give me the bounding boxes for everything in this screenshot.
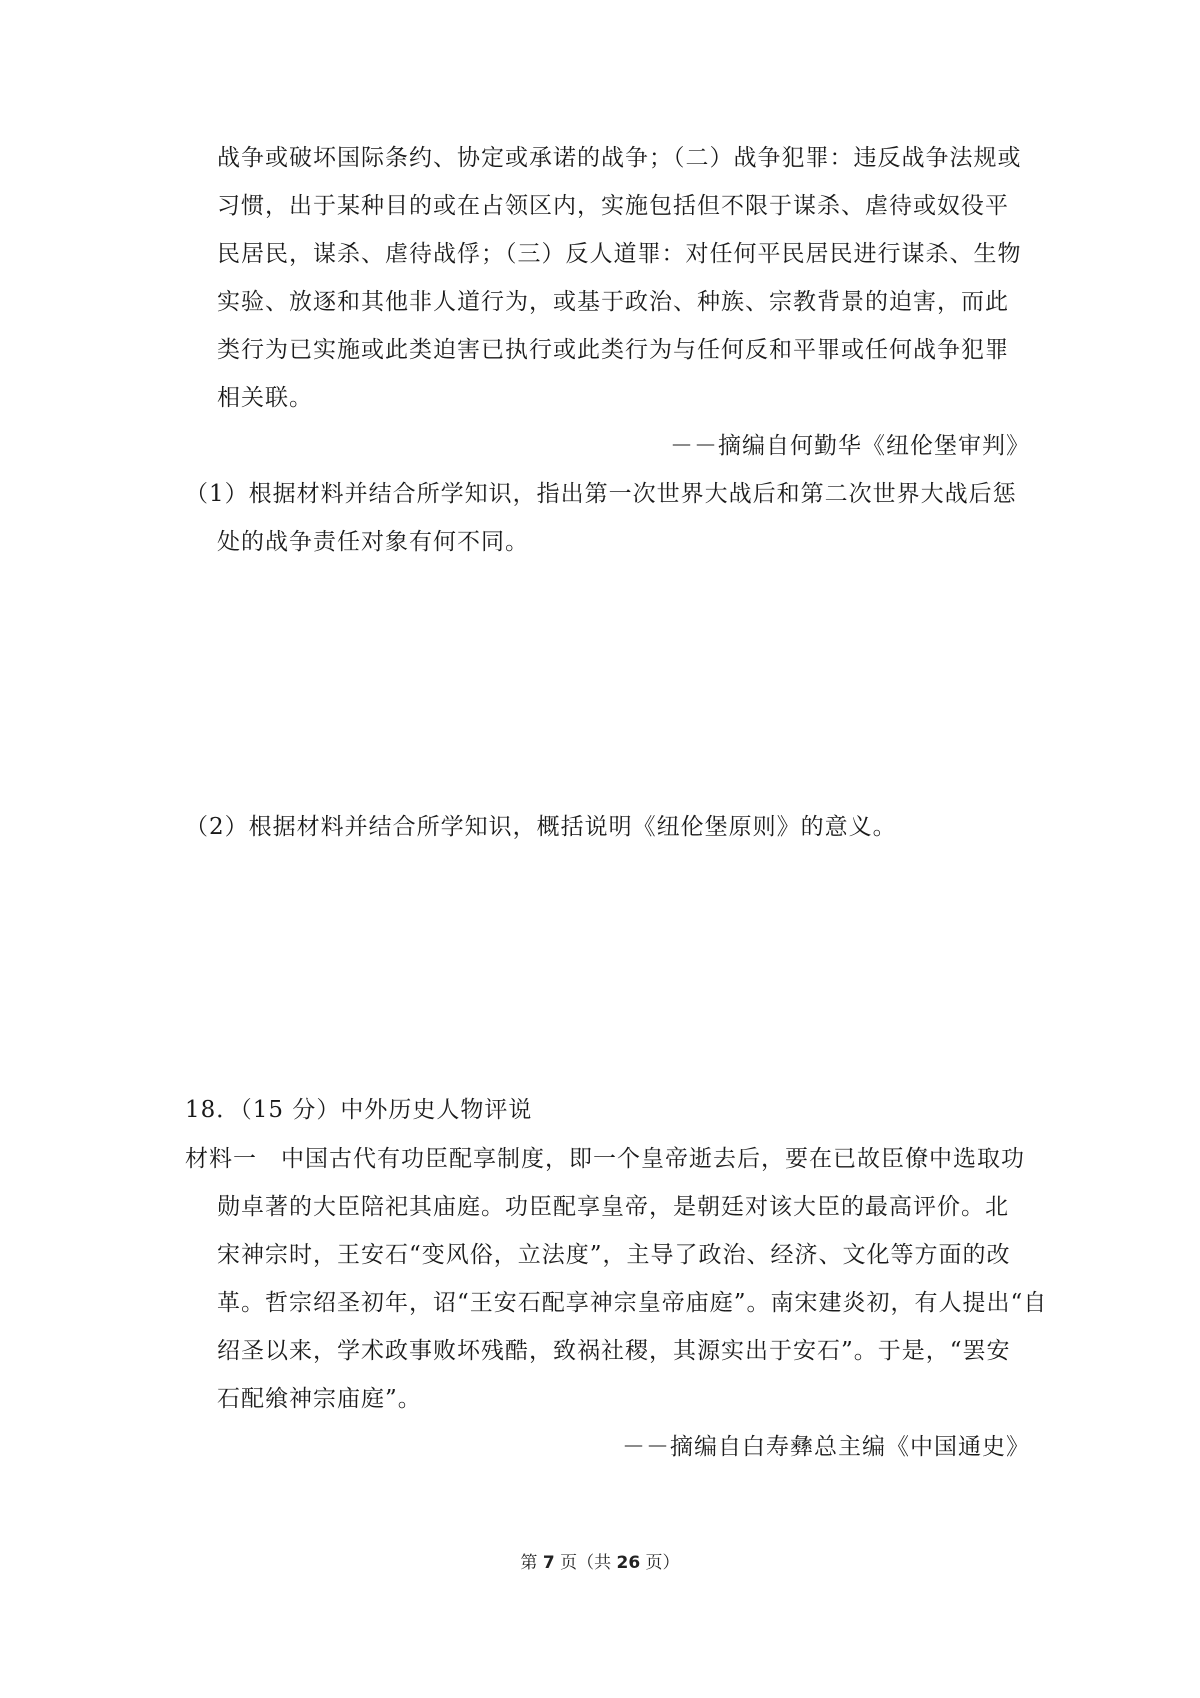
footer-prefix: 第	[520, 1553, 543, 1573]
page-total: 26	[616, 1553, 641, 1573]
footer-middle: 页（共	[554, 1553, 617, 1573]
page-number: 7	[542, 1553, 555, 1573]
footer-suffix: 页）	[640, 1553, 680, 1573]
material-line: 习惯，出于某种目的或在占领区内，实施包括但不限于谋杀、虐待或奴役平	[217, 193, 1009, 219]
material-line: 相关联。	[217, 385, 313, 411]
source-citation: －－摘编自白寿彝总主编《中国通史》	[622, 1434, 1030, 1460]
question-1-line: 处的战争责任对象有何不同。	[217, 529, 529, 555]
material-line: 实验、放逐和其他非人道行为，或基于政治、种族、宗教背景的迫害，而此	[217, 289, 1009, 315]
source-citation: －－摘编自何勤华《纽伦堡审判》	[670, 433, 1030, 459]
material-one-line: 材料一 中国古代有功臣配享制度，即一个皇帝逝去后，要在已故臣僚中选取功	[185, 1146, 1025, 1172]
material-one-line: 绍圣以来，学术政事败坏残酷，致祸社稷，其源实出于安石”。于是，“罢安	[217, 1338, 1011, 1364]
material-line: 民居民，谋杀、虐待战俘；（三）反人道罪：对任何平民居民进行谋杀、生物	[217, 241, 1022, 267]
material-one-line: 石配飨神宗庙庭”。	[217, 1386, 422, 1412]
question-18-title: 18．（15 分）中外历史人物评说	[185, 1097, 533, 1123]
material-one-line: 革。哲宗绍圣初年，诏“王安石配享神宗皇帝庙庭”。南宋建炎初，有人提出“自	[217, 1290, 1048, 1316]
page-footer	[0, 1552, 1200, 1574]
material-one-line: 勋卓著的大臣陪祀其庙庭。功臣配享皇帝，是朝廷对该大臣的最高评价。北	[217, 1194, 1009, 1220]
material-one-line: 宋神宗时，王安石“变风俗，立法度”，主导了政治、经济、文化等方面的改	[217, 1242, 1011, 1268]
material-line: 战争或破坏国际条约、协定或承诺的战争；（二）战争犯罪：违反战争法规或	[217, 145, 1022, 171]
material-line: 类行为已实施或此类迫害已执行或此类行为与任何反和平罪或任何战争犯罪	[217, 337, 1009, 363]
question-1-line: （1）根据材料并结合所学知识，指出第一次世界大战后和第二次世界大战后惩	[185, 481, 1017, 507]
question-2: （2）根据材料并结合所学知识，概括说明《纽伦堡原则》的意义。	[185, 814, 897, 840]
